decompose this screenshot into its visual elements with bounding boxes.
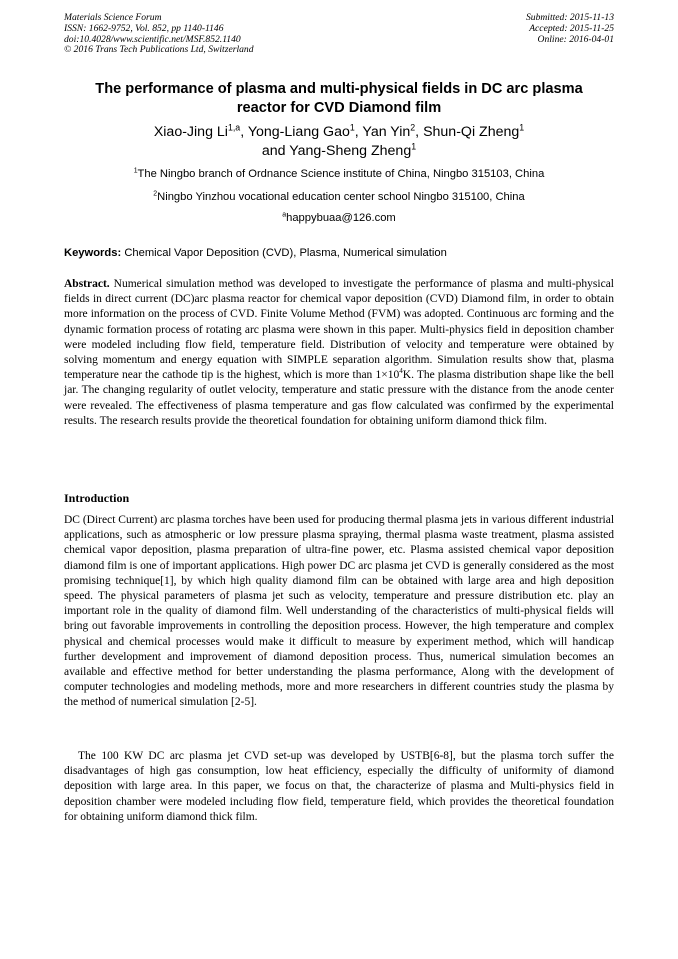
author-name: Xiao-Jing Li: [153, 124, 228, 140]
abstract: Abstract. Numerical simulation method was developed to investigate the performance of plasma and multi-physical fields in direct current (DC)arc plasma reactor for chemical vapor deposition (CVD) Diamond film, in order to obtain more information on the process of CVD. Finite Volume Method (FVM) was adopted. Continuous arc forming and the dynamic formation process of rotating arc plasma were shown in this paper. Multi-physics field in deposition chamber were modeled including flow field, temperature field. Distribution of velocity and temperature were obtained by solving momentum and energy equation with SIMPLE separation algorithm. Simulation results show that, plasma temperature near the cathode tip is the highest, which is more than $1\times 10^4K$. The plasma distribution shape like the bell jar. The changing regularity of outlet velocity, temperature and static pressure with the distance from the anode center were revealed. The effectiveness of plasma temperature and gas flow calculated was confirmed by the experimental results. The research results provide the theoretical foundation for obtaining uniform diamond thick film.: [64, 278, 614, 427]
author-name: and Yang-Sheng Zheng: [261, 143, 412, 159]
keywords: [64, 246, 616, 260]
abstract-label: Abstract.: [64, 278, 110, 290]
submitted-date: Submitted: 2015-11-13: [525, 12, 614, 23]
accepted-date: Accepted: 2015-11-25: [529, 22, 614, 34]
paper-title: [40, 80, 638, 118]
issn-line: ISSN: 1662-9752, Vol. 852, pp 1140-1146: [64, 22, 224, 34]
author-affil-mark: 2: [410, 122, 416, 133]
author-line-2: [40, 142, 638, 161]
author-affil-mark: 1: [411, 141, 417, 152]
title-line-1: The performance of plasma and multi-physical fields in DC arc plasma: [95, 81, 583, 97]
affiliation-1: $^1$The Ningbo branch of Ordnance Science institute of China, Ningbo 315103, China: [133, 167, 545, 180]
copyright-line: © 2016 Trans Tech Publications Ltd, Switzerland: [64, 44, 254, 56]
journal-info: [64, 13, 254, 56]
author-affil-mark: 1,a: [227, 122, 241, 133]
intro-paragraph-1: DC (Direct Current) arc plasma torches have been used for producing thermal plasma jets in various different industrial applications, such as atmospheric or low pressure plasma spraying, thermal plasma waste treatment, plasma assisted chemical vapor deposition, plasma preparation of ultra-fine power, etc. Plasma assisted chemical vapor deposition diamond film is one of important applications. High power DC arc plasma jet CVD is generally considered as the most promising technique[1], by which high quality diamond film can be obtained with large area and high deposition speed. The physical parameters of plasma jet such as velocity, temperature and pressure distribution etc. play an important role in the quality of diamond film. Well understanding of the characteristics of multi-physical fields will bring out favorable improvements in controlling the deposition process. However, the high temperature and complex physical and chemical processes would make it difficult to measure by experiment method, which will handicap further development and improvement of diamond deposition process. Thus, numerical simulation becomes an available and effective method for better understanding the plasma performance, Along with the development of computer technologies and modeling methods, more and more researchers in different countries study the plasma by the method of numerical simulation [2-5].: [64, 514, 615, 709]
author-email: $^a$happybuaa@126.com: [282, 211, 396, 224]
affiliation-2: $^2$Ningbo Yinzhou vocational education center school Ningbo 315100, China: [153, 190, 525, 203]
intro-paragraph-2: The 100 KW DC arc plasma jet CVD set-up was developed by USTB[6-8], but the plasma torch suffer the disadvantages of high gas consumption, low heat efficiency, especially the difficulty of uniformity of diamond deposition with large area. In this paper, we focus on that, the characterize of plasma and Multi-physics field in deposition chamber were modeled including flow field, temperature field, which provides the theoretical foundation for obtaining uniform diamond thick film.: [64, 750, 615, 823]
keywords-label: Keywords:: [64, 247, 122, 259]
author-list: [40, 123, 638, 161]
author-name: Shun-Qi Zheng: [423, 124, 520, 140]
author-line-1: Xiao-Jing Li$^{1,a}$, Yong-Liang Gao$^1$, Yan Yin$^2$, Shun-Qi Zheng$^1$: [153, 122, 525, 140]
submission-dates: [526, 13, 614, 45]
keywords-text: Chemical Vapor Deposition (CVD), Plasma, Numerical simulation: [124, 247, 447, 259]
author-affil-mark: 1: [349, 122, 355, 133]
section-heading-introduction: Introduction: [64, 491, 130, 505]
doi-line: doi:10.4028/www.scientific.net/MSF.852.1140: [64, 33, 241, 45]
author-name: Yan Yin: [362, 124, 411, 140]
journal-name: Materials Science Forum: [64, 12, 162, 23]
title-line-2: reactor for CVD Diamond film: [236, 100, 442, 116]
author-name: Yong-Liang Gao: [247, 124, 350, 140]
online-date: Online: 2016-04-01: [537, 33, 614, 45]
author-affil-mark: 1: [519, 122, 525, 133]
